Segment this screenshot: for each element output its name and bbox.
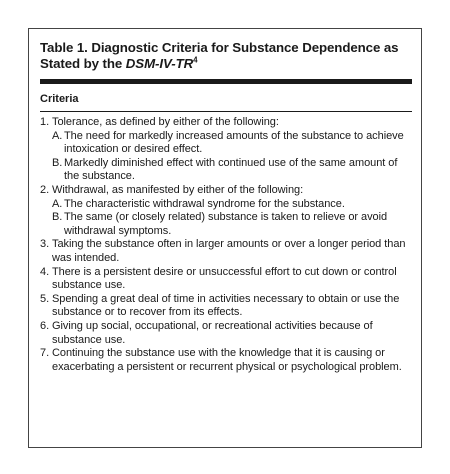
criterion-text: Taking the substance often in larger amounts or over a longer period than was intended.: [52, 238, 406, 264]
sub-criterion-letter: B.: [52, 156, 63, 169]
criterion-number: 1.: [40, 116, 50, 128]
criterion-number: 2.: [40, 183, 50, 196]
criterion-text: Spending a great deal of time in activities necessary to obtain or use the substance or to recover from its effects.: [52, 292, 400, 319]
sub-criterion-letter: A.: [52, 197, 63, 210]
table-title-reference: 4: [193, 55, 198, 65]
criterion-item: [40, 238, 412, 265]
criterion-number: 5.: [40, 292, 50, 305]
criterion-item: [40, 293, 412, 320]
criterion-number: 7.: [40, 347, 50, 360]
sub-criterion-text: Markedly diminished effect with continued use of the same amount of the substance.: [64, 156, 398, 183]
title-divider: [40, 79, 412, 84]
criterion-number: 3.: [40, 238, 50, 251]
criterion-text: Tolerance, as defined by either of the following:: [52, 116, 279, 128]
criterion-text: Giving up social, occupational, or recreational activities because of substance use.: [52, 319, 373, 346]
header-divider: [40, 111, 412, 112]
sub-criterion-text: The need for markedly increased amounts of the substance to achieve intoxication or desired effect.: [64, 129, 404, 156]
sub-criterion-item: [52, 211, 412, 238]
table-title-text: Table 1. Diagnostic Criteria for Substance Dependence as Stated by the: [40, 40, 399, 71]
criterion-item: [40, 116, 412, 184]
criterion-item: [40, 266, 412, 293]
criterion-item: [40, 347, 412, 374]
column-header: Criteria: [40, 93, 79, 105]
criterion-text: Withdrawal, as manifested by either of the following:: [52, 183, 304, 196]
sub-criterion-letter: B.: [52, 211, 63, 224]
criterion-text: There is a persistent desire or unsuccessful effort to cut down or control substance use.: [52, 265, 397, 292]
criteria-table: [28, 28, 422, 448]
table-title: [40, 40, 412, 72]
sub-criterion-letter: A.: [52, 129, 63, 142]
criteria-list: [40, 116, 412, 374]
sub-criterion-text: The same (or closely related) substance is taken to relieve or avoid withdrawal symptoms.: [64, 211, 388, 237]
table-title-manual: DSM-IV-TR: [125, 56, 194, 71]
sub-criterion-text: The characteristic withdrawal syndrome for the substance.: [64, 197, 345, 210]
criterion-item: [40, 184, 412, 238]
criterion-number: 4.: [40, 265, 50, 278]
criterion-number: 6.: [40, 319, 50, 332]
sub-criterion-item: [52, 198, 412, 212]
criterion-text: Continuing the substance use with the knowledge that it is causing or exacerbating a persistent or recurrent physical or psychological problem.: [52, 347, 402, 373]
criterion-item: [40, 320, 412, 347]
sub-criterion-item: [52, 157, 412, 184]
sub-criterion-item: [52, 130, 412, 157]
